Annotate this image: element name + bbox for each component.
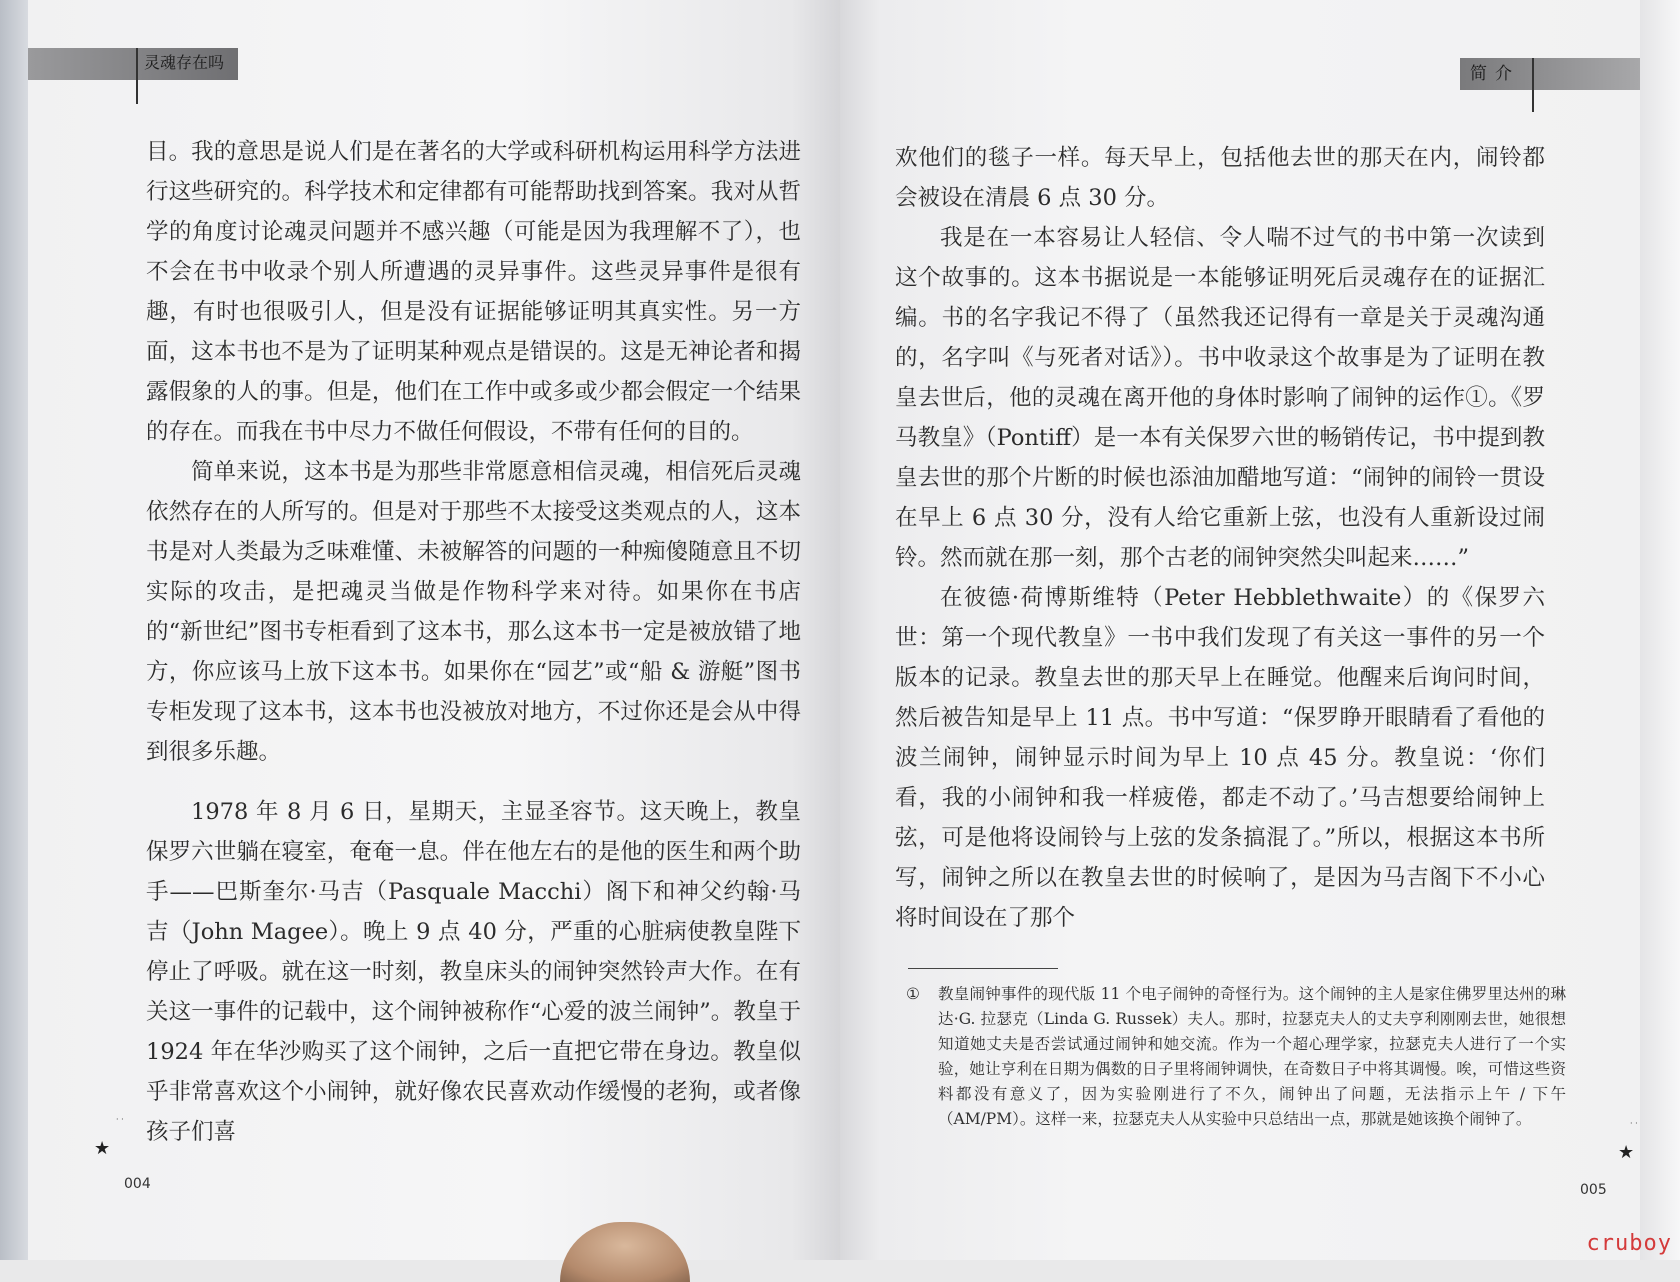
header-rule	[136, 48, 138, 104]
header-rule	[1532, 58, 1534, 112]
page-number: 004	[124, 1176, 151, 1192]
background-edge	[1640, 0, 1680, 1260]
left-page	[28, 0, 840, 1260]
paragraph: 欢他们的毯子一样。每天早上，包括他去世的那天在内，闹铃都会被设在清晨 6 点 30 分。	[895, 145, 1545, 211]
page-number: 005	[1580, 1182, 1607, 1198]
star-icon: ★	[94, 1138, 111, 1159]
paragraph: 在彼德·荷博斯维特（Peter Hebblethwaite）的《保罗六世：第一个现代教皇》一书中我们发现了有关这一事件的另一个版本的记录。教皇去世的那天早上在睡觉。他醒来后询问时间，然后被告知是早上 11 点。书中写道：“保罗睁开眼睛看了看他的波兰闹钟，闹钟显示时间为早上 10 点 45 分。教皇说：‘你们看，我的小闹钟和我一样疲倦，都走不动了。’马吉想要给闹钟上弦，可是他将设闹铃与上弦的发条搞混了。”所以，根据这本书所写，闹钟之所以在教皇去世的时候响了，是因为马吉阁下不小心将时间设在了那个	[895, 585, 1545, 931]
footnote-mark: ①	[906, 985, 920, 1003]
paragraph: 我是在一本容易让人轻信、令人喘不过气的书中第一次读到这个故事的。这本书据说是一本能够证明死后灵魂存在的证据汇编。书的名字我记不得了（虽然我还记得有一章是关于灵魂沟通的，名字叫《与死者对话》）。书中收录这个故事是为了证明在教皇去世后，他的灵魂在离开他的身体时影响了闹钟的运作①。《罗马教皇》（Pontiff）是一本有关保罗六世的畅销传记，书中提到教皇去世的那个片断的时候也添油加醋地写道：“闹钟的闹铃一贯设在早上 6 点 30 分，没有人给它重新上弦，也没有人重新设过闹铃。然而就在那一刻，那个古老的闹钟突然尖叫起来……”	[895, 225, 1545, 571]
footnote-rule	[908, 968, 1058, 969]
star-icon: ★	[1618, 1142, 1635, 1163]
footnote-text: 教皇闹钟事件的现代版 11 个电子闹钟的奇怪行为。这个闹钟的主人是家住佛罗里达州的琳达·G. 拉瑟克（Linda G. Russek）夫人。那时，拉瑟克夫人的丈夫亨利刚刚去世，她很想知道她丈夫是否尝试通过闹钟和她交流。作为一个超心理学家，拉瑟克夫人进行了一个实验，她让亨利在日期为偶数的日子里将闹钟调快，在奇数日子中将其调慢。唉，可惜这些资料都没有意义了，因为实验刚进行了不久，闹钟出了问题，无法指示上午 / 下午（AM/PM）。这样一来，拉瑟克夫人从实验中只总结出一点，那就是她该换个闹钟了。	[938, 985, 1566, 1128]
running-header: 灵魂存在吗	[144, 53, 225, 72]
paragraph: 目。我的意思是说人们是在著名的大学或科研机构运用科学方法进行这些研究的。科学技术和定律都有可能帮助找到答案。我对从哲学的角度讨论魂灵问题并不感兴趣（可能是因为我理解不了），也不会在书中收录个别人所遭遇的灵异事件。这些灵异事件是很有趣，有时也很吸引人，但是没有证据能够证明其真实性。另一方面，这本书也不是为了证明某种观点是错误的。这是无神论者和揭露假象的人的事。但是，他们在工作中或多或少都会假定一个结果的存在。而我在书中尽力不做任何假设，不带有任何的目的。	[146, 139, 801, 445]
watermark: cruboy	[1586, 1231, 1672, 1256]
decorative-dots: · ·	[1630, 1119, 1638, 1128]
paragraph: 简单来说，这本书是为那些非常愿意相信灵魂，相信死后灵魂依然存在的人所写的。但是对于那些不太接受这类观点的人，这本书是对人类最为乏味难懂、未被解答的问题的一种痴傻随意且不切实际的攻击，是把魂灵当做是作物科学来对待。如果你在书店的“新世纪”图书专柜看到了这本书，那么这本书一定是被放错了地方，你应该马上放下这本书。如果你在“园艺”或“船 & 游艇”图书专柜发现了这本书，这本书也没被放对地方，不过你还是会从中得到很多乐趣。	[146, 459, 801, 765]
book-cover-edge	[0, 0, 28, 1260]
right-page	[840, 0, 1640, 1260]
footnote	[906, 982, 1566, 1132]
left-body-text	[146, 132, 801, 1152]
decorative-dots: · ·	[116, 1115, 124, 1124]
right-body-text	[895, 138, 1545, 938]
running-header: 简介	[1470, 64, 1520, 84]
paragraph: 1978 年 8 月 6 日，星期天，主显圣容节。这天晚上，教皇保罗六世躺在寝室，奄奄一息。伴在他左右的是他的医生和两个助手——巴斯奎尔·马吉（Pasquale Macchi）阁下和神父约翰·马吉（John Magee）。晚上 9 点 40 分，严重的心脏病使教皇陛下停止了呼吸。就在这一时刻，教皇床头的闹钟突然铃声大作。在有关这一事件的记载中，这个闹钟被称作“心爱的波兰闹钟”。教皇于 1924 年在华沙购买了这个闹钟，之后一直把它带在身边。教皇似乎非常喜欢这个小闹钟，就好像农民喜欢动作缓慢的老狗，或者像孩子们喜	[146, 799, 801, 1145]
